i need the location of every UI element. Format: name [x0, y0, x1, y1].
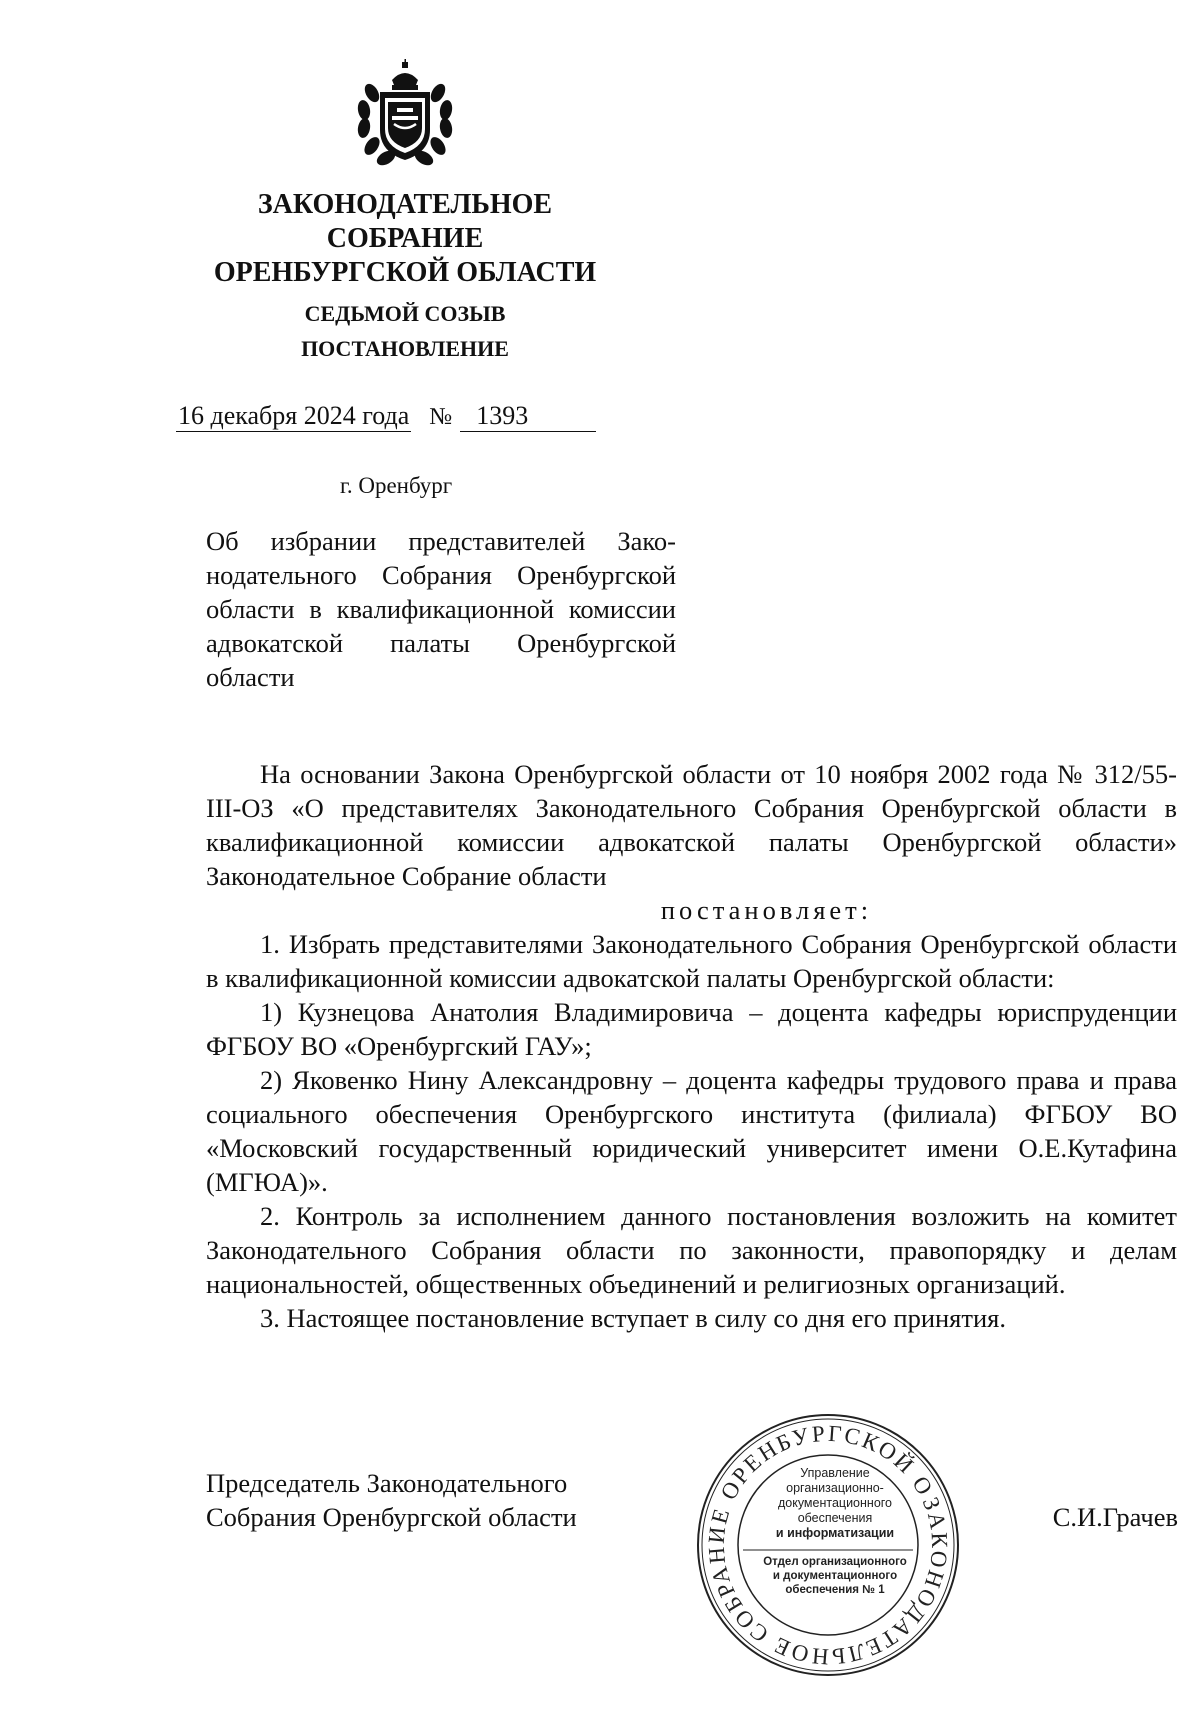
stamp-upper-line: документационного — [777, 1496, 893, 1510]
organization-name-line1: ЗАКОНОДАТЕЛЬНОЕ — [257, 189, 553, 220]
preamble-paragraph: На основании Закона Оренбургской области от 10 ноября 2002 года № 312/55-III-ОЗ «О представителях Законодательного Собрания Оренбургской области в квалификационной комиссии адвокатской палаты Оренбургской области» Законодательное Собрание области — [206, 759, 1177, 891]
convocation-label: СЕДЬМОЙ СОЗЫВ — [304, 301, 506, 326]
stamp-upper-line: обеспечения — [797, 1511, 873, 1525]
document-body — [206, 757, 1177, 1335]
item-1-2-paragraph: 2) Яковенко Нину Александровну – доцента кафедры трудового права и права социального обеспечения Оренбургского института (филиала) ФГБОУ ВО «Московский государственный юридический университет имени О.Е.Кутафина (МГЮА)». — [206, 1065, 1177, 1197]
document-subject: Об избрании представителей Законодательного Собрания Оренбургской области в квалификационной комиссии адвокатской палаты Оренбургской области — [206, 526, 676, 692]
coat-of-arms-icon — [350, 58, 460, 170]
item-2-paragraph: 2. Контроль за исполнением данного постановления возложить на комитет Законодательного Собрания области по законности, правопорядку и делам национальностей, общественных объединений и религиозных организаций. — [206, 1201, 1177, 1299]
organization-name-line3: ОРЕНБУРГСКОЙ ОБЛАСТИ — [213, 257, 597, 288]
document-type: ПОСТАНОВЛЕНИЕ — [301, 336, 509, 361]
number-sign: № — [429, 404, 453, 430]
item-1-paragraph: 1. Избрать представителями Законодательного Собрания Оренбургской области в квалификационной комиссии адвокатской палаты Оренбургской области: — [206, 929, 1177, 993]
stamp-upper-line: Управление — [800, 1466, 870, 1480]
resolves-label: постановляет: — [660, 895, 873, 925]
stamp-lower-line: Отдел организационного — [763, 1556, 907, 1568]
stamp-ring-text: ЗАКОНОДАТЕЛЬНОЕ СОБРАНИЕ ОРЕНБУРГСКОЙ ОБЛАСТИ — [703, 1420, 953, 1670]
signatory-role-line1: Председатель Законодательного — [206, 1468, 568, 1498]
signatory-role-line2: Собрания Оренбургской области — [206, 1502, 577, 1532]
stamp-upper-line: организационно- — [786, 1481, 884, 1495]
item-3-paragraph: 3. Настоящее постановление вступает в силу со дня его принятия. — [260, 1303, 1006, 1333]
date-number-line — [176, 403, 596, 432]
item-1-1-paragraph: 1) Кузнецова Анатолия Владимировича – доцента кафедры юриспруденции ФГБОУ ВО «Оренбургский ГАУ»; — [206, 997, 1177, 1061]
organization-name-line2: СОБРАНИЕ — [326, 223, 484, 254]
signatory-role — [206, 1466, 577, 1534]
stamp-upper-line: и информатизации — [775, 1526, 895, 1540]
signatory-name: С.И.Грачев — [1052, 1502, 1178, 1532]
stamp-lower-line: обеспечения № 1 — [785, 1584, 885, 1596]
city-label: г. Оренбург — [340, 473, 453, 498]
document-number: 1393 — [460, 403, 596, 432]
stamp-inner-text — [750, 1460, 920, 1597]
document-date: 16 декабря 2024 года — [178, 401, 410, 430]
stamp-lower-line: и документационного — [772, 1570, 898, 1582]
